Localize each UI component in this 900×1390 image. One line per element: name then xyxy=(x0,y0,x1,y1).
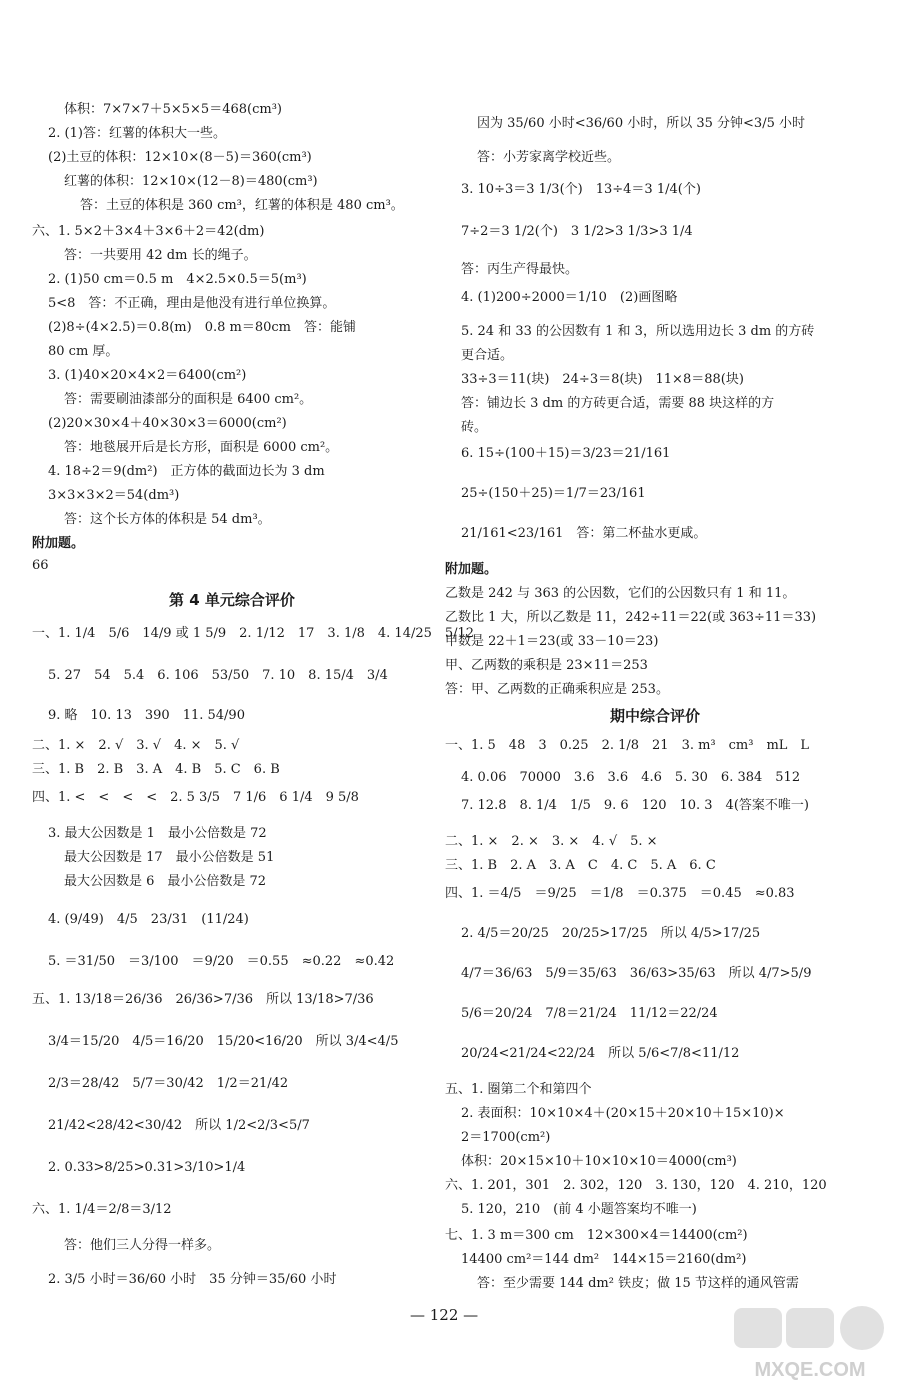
answer-line: 2. 4/5＝20/25 20/25>17/25 所以 4/5>17/25 xyxy=(461,926,761,941)
answer-line: 答：一共要用 42 dm 长的绳子。 xyxy=(64,248,257,263)
answer-line: 体积：20×15×10＋10×10×10＝4000(cm³) xyxy=(461,1154,737,1169)
answer-line: 二、1. × 2. × 3. × 4. √ 5. × xyxy=(445,834,658,849)
watermark-logo xyxy=(730,1300,890,1385)
answer-line: 4. 0.06 70000 3.6 3.6 4.6 5. 30 6. 384 512 xyxy=(461,770,801,785)
svg-text:MXQE.COM: MXQE.COM xyxy=(754,1359,866,1381)
answer-line: 2/3＝28/42 5/7＝30/42 1/2＝21/42 xyxy=(48,1076,289,1091)
answer-line: 一、1. 5 48 3 0.25 2. 1/8 21 3. m³ cm³ mL L xyxy=(445,738,810,753)
answer-line: (2)土豆的体积：12×10×(8－5)＝360(cm³) xyxy=(48,150,312,165)
answer-line: 体积：7×7×7＋5×5×5＝468(cm³) xyxy=(64,102,282,117)
answer-line: 3/4＝15/20 4/5＝16/20 15/20<16/20 所以 3/4<4/5 xyxy=(48,1034,399,1049)
answer-line: 2. 表面积：10×10×4＋(20×15＋20×10＋15×10)× xyxy=(461,1106,785,1121)
answer-line: 答：至少需要 144 dm² 铁皮；做 15 节这样的通风管需 xyxy=(477,1276,799,1291)
answer-line: 七、1. 3 m＝300 cm 12×300×4＝14400(cm²) xyxy=(445,1228,748,1243)
answer-line: 5. 24 和 33 的公因数有 1 和 3，所以选用边长 3 dm 的方砖 xyxy=(461,324,815,339)
answer-line: 三、1. B 2. A 3. A C 4. C 5. A 6. C xyxy=(445,858,716,873)
answer-line: 砖。 xyxy=(461,420,488,435)
answer-line: 红薯的体积：12×10×(12－8)＝480(cm³) xyxy=(64,174,318,189)
answer-line: 附加题。 xyxy=(445,562,498,577)
answer-line: 最大公因数是 6 最小公倍数是 72 xyxy=(64,874,267,889)
answer-line: 答：这个长方体的体积是 54 dm³。 xyxy=(64,512,271,527)
answer-line: 5<8 答：不正确，理由是他没有进行单位换算。 xyxy=(48,296,336,311)
answer-line: 21/42<28/42<30/42 所以 1/2<2/3<5/7 xyxy=(48,1118,310,1133)
answer-line: 更合适。 xyxy=(461,348,514,363)
answer-line: 5. 27 54 5.4 6. 106 53/50 7. 10 8. 15/4 3/4 xyxy=(48,668,388,683)
answer-line: 2. (1)50 cm＝0.5 m 4×2.5×0.5＝5(m³) xyxy=(48,272,307,287)
answer-line: 2. (1)答：红薯的体积大一些。 xyxy=(48,126,226,141)
answer-line: 80 cm 厚。 xyxy=(48,344,119,359)
answer-line: 5/6＝20/24 7/8＝21/24 11/12＝22/24 xyxy=(461,1006,718,1021)
answer-line: 4. (1)200÷2000＝1/10 (2)画图略 xyxy=(461,290,678,305)
answer-line: 最大公因数是 17 最小公倍数是 51 xyxy=(64,850,275,865)
answer-line: 答：他们三人分得一样多。 xyxy=(64,1238,221,1253)
answer-line: 9. 略 10. 13 390 11. 54/90 xyxy=(48,708,245,723)
answer-line: 二、1. × 2. √ 3. √ 4. × 5. √ xyxy=(32,738,240,753)
answer-line: 3. (1)40×20×4×2＝6400(cm²) xyxy=(48,368,247,383)
answer-line: 4/7＝36/63 5/9＝35/63 36/63>35/63 所以 4/7>5/9 xyxy=(461,966,812,981)
answer-line: 答：土豆的体积是 360 cm³，红薯的体积是 480 cm³。 xyxy=(80,198,404,213)
answer-line: 六、1. 1/4＝2/8＝3/12 xyxy=(32,1202,172,1217)
answer-line: 5. 120，210 (前 4 小题答案均不唯一) xyxy=(461,1202,697,1217)
page-number: — 122 — xyxy=(410,1306,479,1324)
answer-line: 答：丙生产得最快。 xyxy=(461,262,579,277)
answer-line: 六、1. 201，301 2. 302，120 3. 130，120 4. 210，120 xyxy=(445,1178,827,1193)
answer-line: 4. (9/49) 4/5 23/31 (11/24) xyxy=(48,912,249,927)
answer-line: 3. 10÷3＝3 1/3(个) 13÷4＝3 1/4(个) xyxy=(461,182,701,197)
answer-line: 21/161<23/161 答：第二杯盐水更咸。 xyxy=(461,526,707,541)
answer-line: 7÷2＝3 1/2(个) 3 1/2>3 1/3>3 1/4 xyxy=(461,224,693,239)
answer-line: 甲、乙两数的乘积是 23×11＝253 xyxy=(445,658,648,673)
answer-line: 三、1. B 2. B 3. A 4. B 5. C 6. B xyxy=(32,762,280,777)
answer-line: 5. ＝31/50 ＝3/100 ＝9/20 ＝0.55 ≈0.22 ≈0.42 xyxy=(48,954,395,969)
answer-line: 五、1. 13/18＝26/36 26/36>7/36 所以 13/18>7/36 xyxy=(32,992,374,1007)
answer-line: 甲数是 22＋1＝23(或 33－10＝23) xyxy=(445,634,659,649)
answer-line: 附加题。 xyxy=(32,536,85,551)
answer-line: 6. 15÷(100＋15)＝3/23＝21/161 xyxy=(461,446,671,461)
answer-line: 答：铺边长 3 dm 的方砖更合适，需要 88 块这样的方 xyxy=(461,396,775,411)
section-heading: 期中综合评价 xyxy=(609,707,700,725)
answer-line: 2. 0.33>8/25>0.31>3/10>1/4 xyxy=(48,1160,246,1175)
answer-line: 66 xyxy=(32,558,49,573)
answer-line: 2. 3/5 小时＝36/60 小时 35 分钟＝35/60 小时 xyxy=(48,1272,337,1287)
answer-line: 答：需要刷油漆部分的面积是 6400 cm²。 xyxy=(64,392,313,407)
answer-line: 4. 18÷2＝9(dm²) 正方体的截面边长为 3 dm xyxy=(48,464,325,479)
answer-line: (2)20×30×4＋40×30×3＝6000(cm²) xyxy=(48,416,287,431)
answer-line: 乙数比 1 大，所以乙数是 11，242÷11＝22(或 363÷11＝33) xyxy=(445,610,817,625)
answer-line: 3×3×3×2＝54(dm³) xyxy=(48,488,180,503)
answer-line: (2)8÷(4×2.5)＝0.8(m) 0.8 m＝80cm 答：能铺 xyxy=(48,320,356,335)
answer-line: 四、1. < < < < 2. 5 3/5 7 1/6 6 1/4 9 5/8 xyxy=(32,790,359,805)
answer-line: 答：地毯展开后是长方形，面积是 6000 cm²。 xyxy=(64,440,339,455)
answer-line: 3. 最大公因数是 1 最小公倍数是 72 xyxy=(48,826,267,841)
answer-line: 四、1. ＝4/5 ＝9/25 ＝1/8 ＝0.375 ＝0.45 ≈0.83 xyxy=(445,886,795,901)
answer-line: 14400 cm²＝144 dm² 144×15＝2160(dm²) xyxy=(461,1252,747,1267)
answer-line: 2＝1700(cm²) xyxy=(461,1130,551,1145)
answer-line: 六、1. 5×2＋3×4＋3×6＋2＝42(dm) xyxy=(32,224,265,239)
answer-line: 答：小芳家离学校近些。 xyxy=(477,150,621,165)
answer-line: 20/24<21/24<22/24 所以 5/6<7/8<11/12 xyxy=(461,1046,740,1061)
answer-line: 一、1. 1/4 5/6 14/9 或 1 5/9 2. 1/12 17 3. 1/8 4. 14/25 5/12 xyxy=(32,626,475,641)
answer-line: 因为 35/60 小时<36/60 小时，所以 35 分钟<3/5 小时 xyxy=(477,116,805,131)
answer-line: 答：甲、乙两数的正确乘积应是 253。 xyxy=(445,682,669,697)
answer-line: 7. 12.8 8. 1/4 1/5 9. 6 120 10. 3 4(答案不唯一) xyxy=(461,798,809,813)
section-heading: 第 4 单元综合评价 xyxy=(169,591,295,609)
answer-line: 25÷(150＋25)＝1/7＝23/161 xyxy=(461,486,646,501)
answer-line: 乙数是 242 与 363 的公因数，它们的公因数只有 1 和 11。 xyxy=(445,586,796,601)
answer-line: 五、1. 圈第二个和第四个 xyxy=(445,1082,592,1097)
answer-line: 33÷3＝11(块) 24÷3＝8(块) 11×8＝88(块) xyxy=(461,372,744,387)
